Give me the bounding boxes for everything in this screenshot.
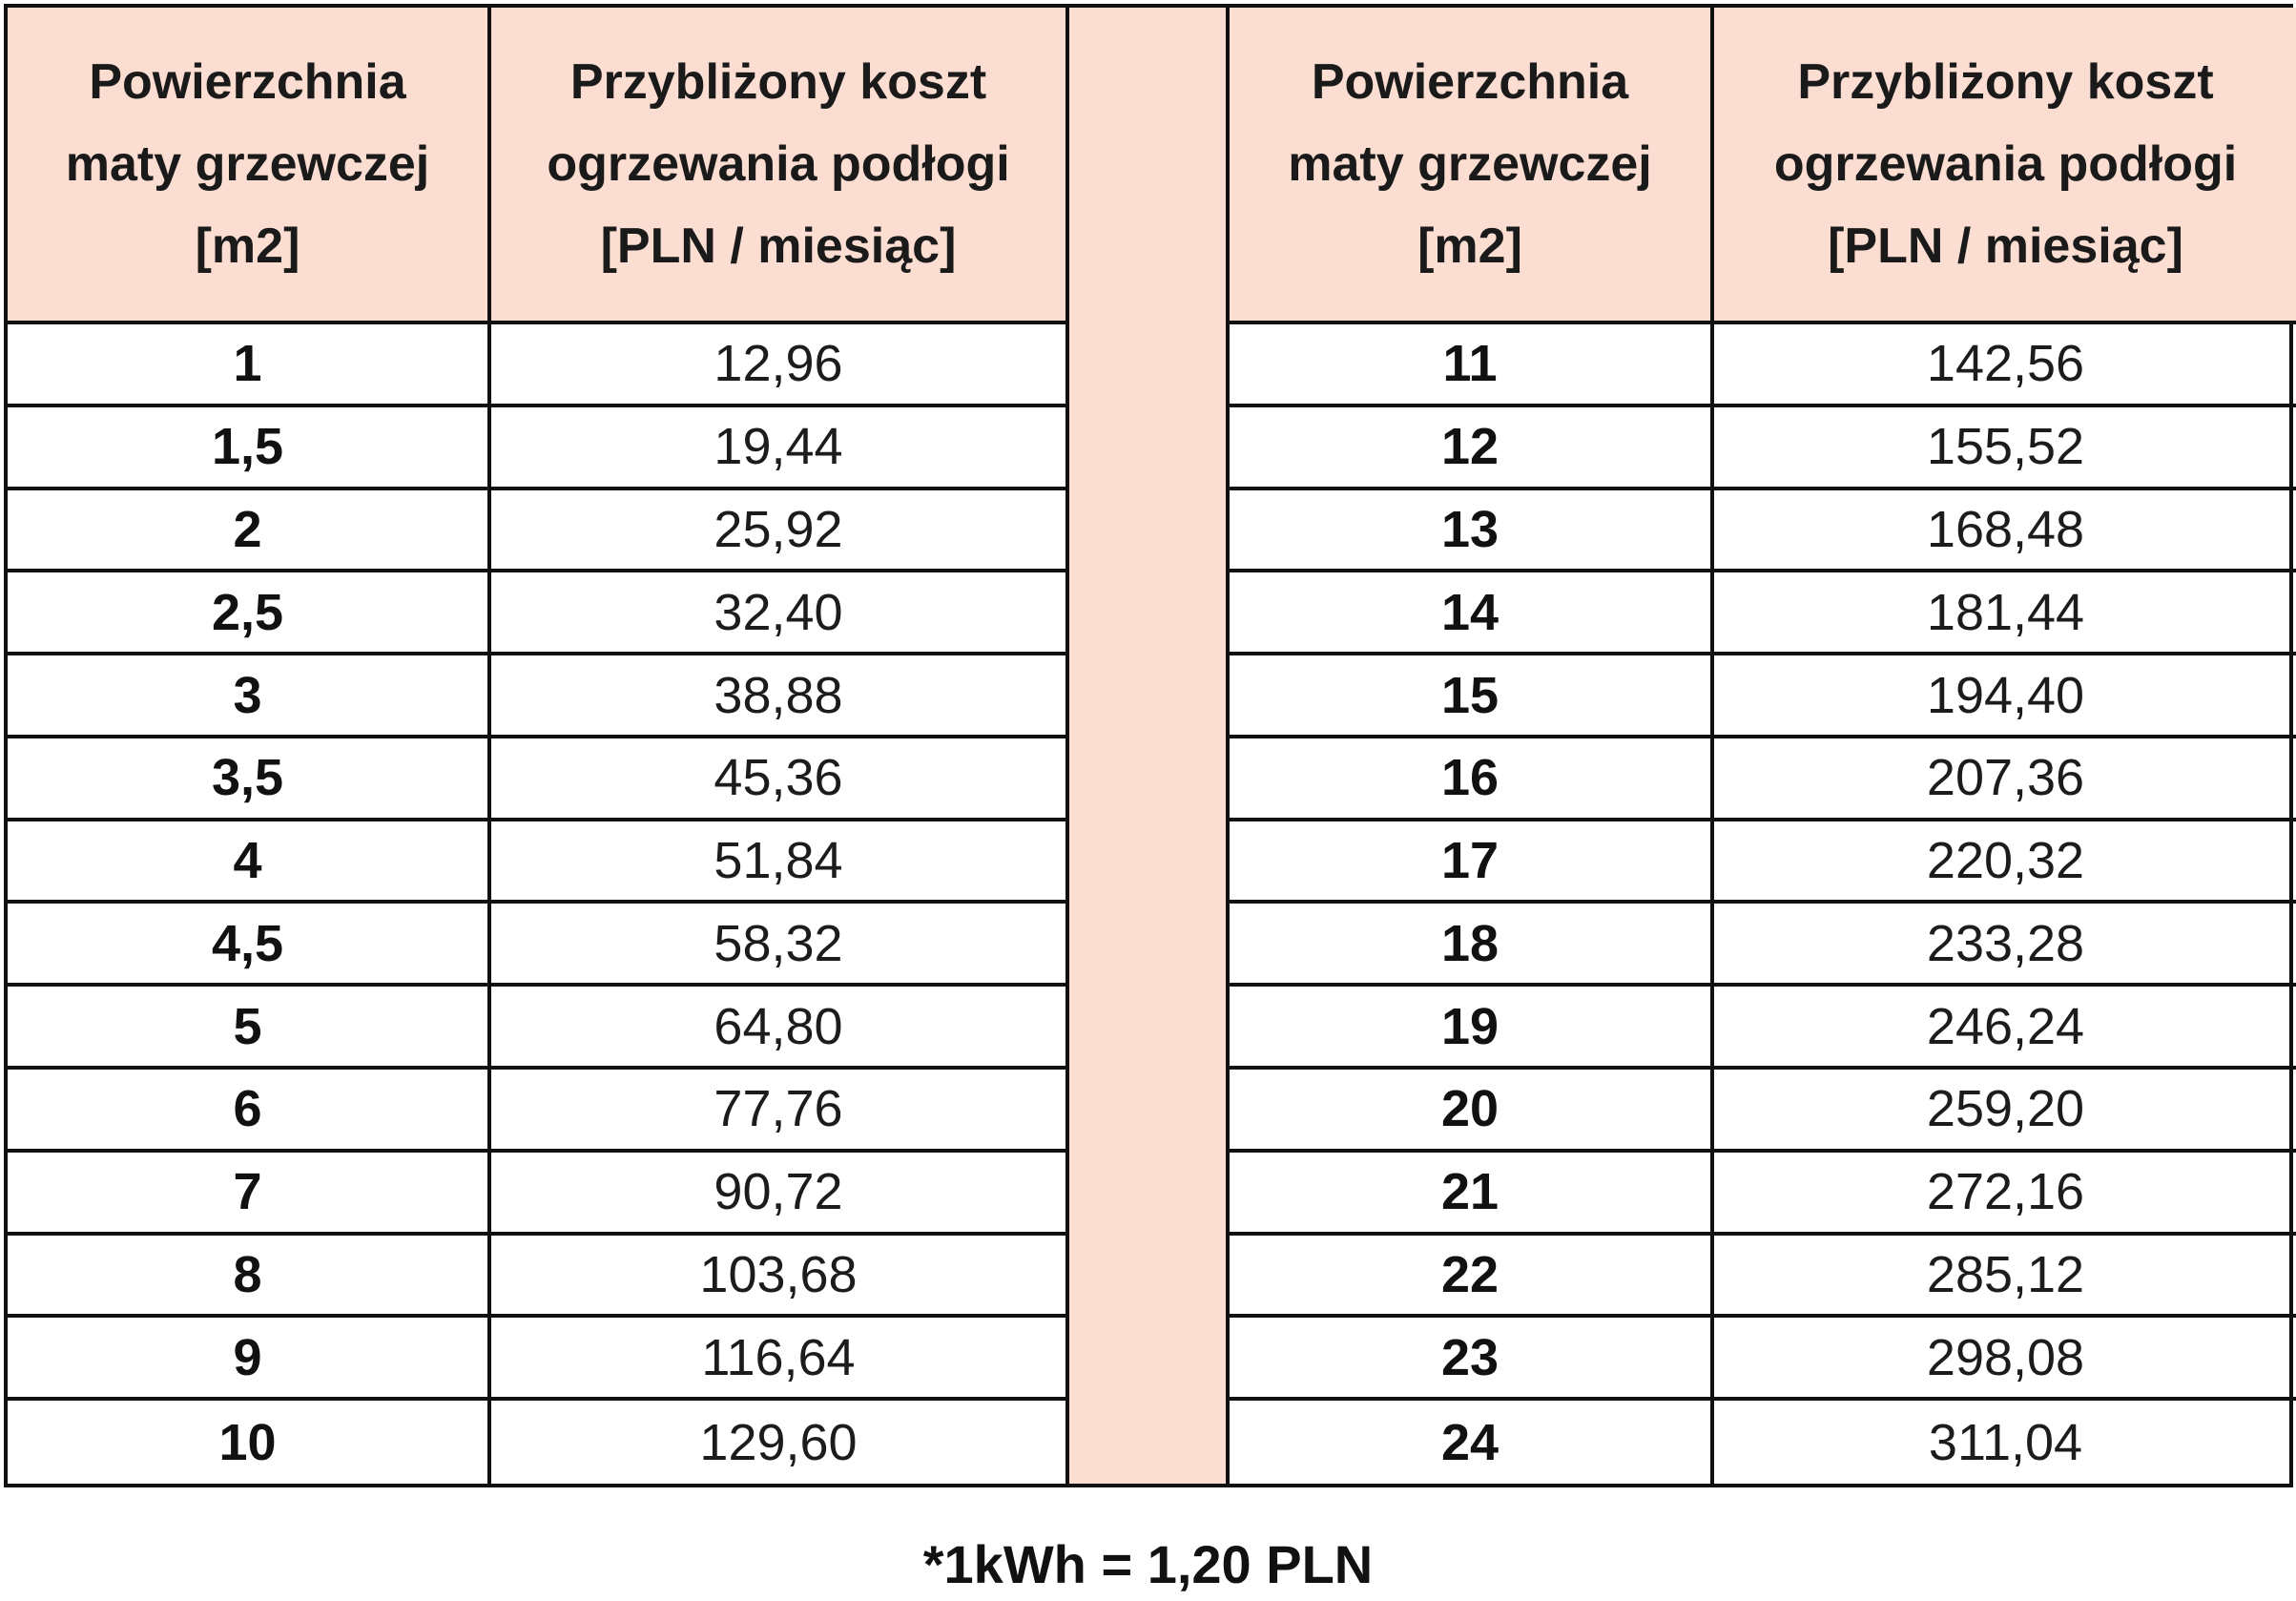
cost-cell: 19,44: [491, 407, 1069, 490]
area-cell: 20: [1230, 1070, 1714, 1153]
header-area-left: Powierzchnia maty grzewczej [m2]: [8, 8, 491, 324]
area-cell: 14: [1230, 572, 1714, 655]
cost-cell: 246,24: [1714, 987, 2296, 1070]
cost-cell: 116,64: [491, 1318, 1069, 1401]
cost-cell: 64,80: [491, 987, 1069, 1070]
area-cell: 24: [1230, 1401, 1714, 1484]
area-cell: 8: [8, 1236, 491, 1319]
area-cell: 15: [1230, 655, 1714, 738]
cost-cell: 38,88: [491, 655, 1069, 738]
cost-table: [4, 4, 2293, 1487]
cost-cell: 58,32: [491, 904, 1069, 987]
area-cell: 10: [8, 1401, 491, 1484]
cost-cell: 155,52: [1714, 407, 2296, 490]
cost-cell: 207,36: [1714, 738, 2296, 821]
area-cell: 5: [8, 987, 491, 1070]
cost-cell: 51,84: [491, 821, 1069, 904]
cost-cell: 259,20: [1714, 1070, 2296, 1153]
cost-cell: 285,12: [1714, 1236, 2296, 1319]
cost-cell: 142,56: [1714, 324, 2296, 407]
cost-cell: 311,04: [1928, 1413, 2083, 1471]
area-cell: 22: [1230, 1236, 1714, 1319]
area-cell: 9: [8, 1318, 491, 1401]
area-cell: 17: [1230, 821, 1714, 904]
area-cell: 6: [8, 1070, 491, 1153]
cost-cell: 77,76: [491, 1070, 1069, 1153]
area-cell: 21: [1230, 1153, 1714, 1236]
area-cell: 1,5: [8, 407, 491, 490]
header-cost-left: Przybliżony koszt ogrzewania podłogi [PLN / miesiąc]: [491, 8, 1069, 324]
area-cell: 1: [8, 324, 491, 407]
cost-cell: 194,40: [1714, 655, 2296, 738]
cost-cell: 45,36: [491, 738, 1069, 821]
cost-cell: 129,60: [491, 1401, 1069, 1484]
area-cell: 11: [1230, 324, 1714, 407]
area-cell: 12: [1230, 407, 1714, 490]
cost-cell: 220,32: [1714, 821, 2296, 904]
area-cell: 18: [1230, 904, 1714, 987]
cost-cell: 32,40: [491, 572, 1069, 655]
area-cell: 23: [1230, 1318, 1714, 1401]
area-cell: 19: [1230, 987, 1714, 1070]
cost-cell: 272,16: [1714, 1153, 2296, 1236]
cost-cell: 25,92: [491, 490, 1069, 573]
header-area-right: Powierzchnia maty grzewczej [m2]: [1230, 8, 1714, 324]
cost-cell: 181,44: [1714, 572, 2296, 655]
cost-cell: 90,72: [491, 1153, 1069, 1236]
area-cell: 4,5: [8, 904, 491, 987]
column-divider: [1069, 8, 1230, 1484]
area-cell: 2: [8, 490, 491, 573]
cost-cell: 12,96: [491, 324, 1069, 407]
cost-cell: 298,08: [1714, 1318, 2296, 1401]
area-cell: 3,5: [8, 738, 491, 821]
cost-cell: 233,28: [1714, 904, 2296, 987]
cost-cell: 103,68: [491, 1236, 1069, 1319]
header-cost-right: Przybliżony koszt ogrzewania podłogi [PLN / miesiąc]: [1714, 8, 2296, 324]
footnote: *1kWh = 1,20 PLN: [922, 1534, 1374, 1594]
area-cell: 7: [8, 1153, 491, 1236]
area-cell: 13: [1230, 490, 1714, 573]
cost-cell: 168,48: [1714, 490, 2296, 573]
area-cell: 16: [1230, 738, 1714, 821]
area-cell: 2,5: [8, 572, 491, 655]
area-cell: 3: [8, 655, 491, 738]
area-cell: 4: [8, 821, 491, 904]
